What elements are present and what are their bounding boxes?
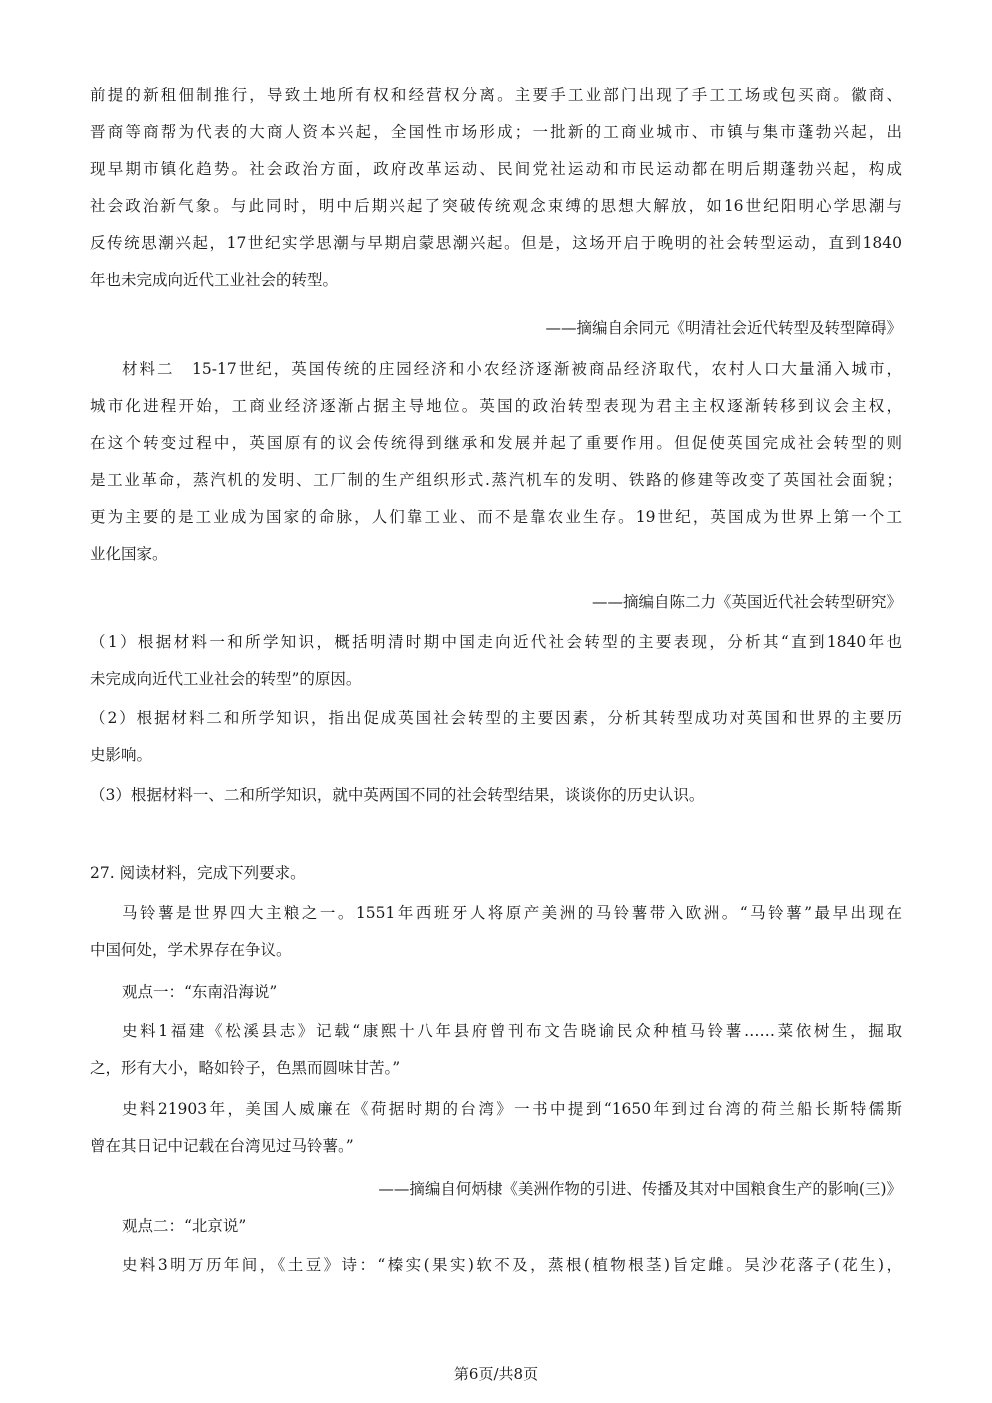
text-line: 马铃薯是世界四大主粮之一。1551年西班牙人将原产美洲的马铃薯带入欧洲。“马铃薯”最早出现在 bbox=[122, 904, 902, 922]
source-citation: ——摘编自陈二力《英国近代社会转型研究》 bbox=[591, 593, 902, 611]
text-line: 前提的新租佃制推行，导致土地所有权和经营权分离。主要手工业部门出现了手工工场或包买商。徽商、 bbox=[90, 86, 902, 104]
text-line: 社会政治新气象。与此同时，明中后期兴起了突破传统观念束缚的思想大解放，如16世纪阳明心学思潮与 bbox=[90, 197, 902, 215]
text-line: 城市化进程开始，工商业经济逐渐占据主导地位。英国的政治转型表现为君主主权逐渐转移到议会主权， bbox=[90, 397, 902, 415]
text-line: 反传统思潮兴起，17世纪实学思潮与早期启蒙思潮兴起。但是，这场开启于晚明的社会转型运动，直到1840 bbox=[90, 234, 902, 252]
text-line: 是工业革命，蒸汽机的发明、工厂制的生产组织形式.蒸汽机车的发明、铁路的修建等改变了英国社会面貌； bbox=[90, 471, 902, 489]
question-27-heading: 27. 阅读材料，完成下列要求。 bbox=[90, 864, 306, 882]
text-line: 现早期市镇化趋势。社会政治方面，政府改革运动、民间党社运动和市民运动都在明后期蓬勃兴起，构成 bbox=[90, 160, 902, 178]
question-2-cont: 史影响。 bbox=[90, 746, 153, 764]
text-line: 中国何处，学术界存在争议。 bbox=[90, 941, 292, 959]
source-2-line: 史料21903年，美国人威廉在《荷据时期的台湾》一书中提到“1650年到过台湾的荷兰船长斯特儒斯 bbox=[122, 1100, 902, 1118]
question-1: （1）根据材料一和所学知识，概括明清时期中国走向近代社会转型的主要表现，分析其“直到1840年也 bbox=[90, 633, 902, 651]
question-3: （3）根据材料一、二和所学知识，就中英两国不同的社会转型结果，谈谈你的历史认识。 bbox=[90, 786, 705, 804]
source-citation: ——摘编自余同元《明清社会近代转型及转型障碍》 bbox=[545, 319, 902, 337]
question-1-cont: 未完成向近代工业社会的转型”的原因。 bbox=[90, 670, 362, 688]
source-citation: ——摘编自何炳棣《美洲作物的引进、传播及其对中国粮食生产的影响(三)》 bbox=[378, 1180, 902, 1198]
text-line: 在这个转变过程中，英国原有的议会传统得到继承和发展并起了重要作用。但促使英国完成社会转型的则 bbox=[90, 434, 902, 452]
viewpoint-2: 观点二：“北京说” bbox=[122, 1217, 247, 1235]
material-2-line: 材料二 15-17世纪，英国传统的庄园经济和小农经济逐渐被商品经济取代，农村人口大量涌入城市， bbox=[122, 360, 902, 378]
text-line: 晋商等商帮为代表的大商人资本兴起，全国性市场形成；一批新的工商业城市、市镇与集市蓬勃兴起，出 bbox=[90, 123, 902, 141]
text-line: 更为主要的是工业成为国家的命脉，人们靠工业、而不是靠农业生存。19世纪，英国成为世界上第一个工 bbox=[90, 508, 902, 526]
text-line: 之，形有大小，略如铃子，色黑而圆味甘苦。” bbox=[90, 1059, 401, 1077]
source-1-line: 史料1福建《松溪县志》记载“康熙十八年县府曾刊布文告晓谕民众种植马铃薯……菜依树生，掘取 bbox=[122, 1022, 902, 1040]
viewpoint-1: 观点一：“东南沿海说” bbox=[122, 983, 278, 1001]
source-3-line: 史料3明万历年间，《土豆》诗：“榛实(果实)软不及，蒸根(植物根茎)旨定雌。吴沙花落子(花生)， bbox=[122, 1256, 902, 1274]
text-line: 年也未完成向近代工业社会的转型。 bbox=[90, 271, 339, 289]
text-line: 曾在其日记中记载在台湾见过马铃薯。” bbox=[90, 1137, 354, 1155]
text-line: 业化国家。 bbox=[90, 545, 168, 563]
question-2: （2）根据材料二和所学知识，指出促成英国社会转型的主要因素，分析其转型成功对英国和世界的主要历 bbox=[90, 709, 902, 727]
page-number: 第6页/共8页 bbox=[453, 1365, 539, 1383]
